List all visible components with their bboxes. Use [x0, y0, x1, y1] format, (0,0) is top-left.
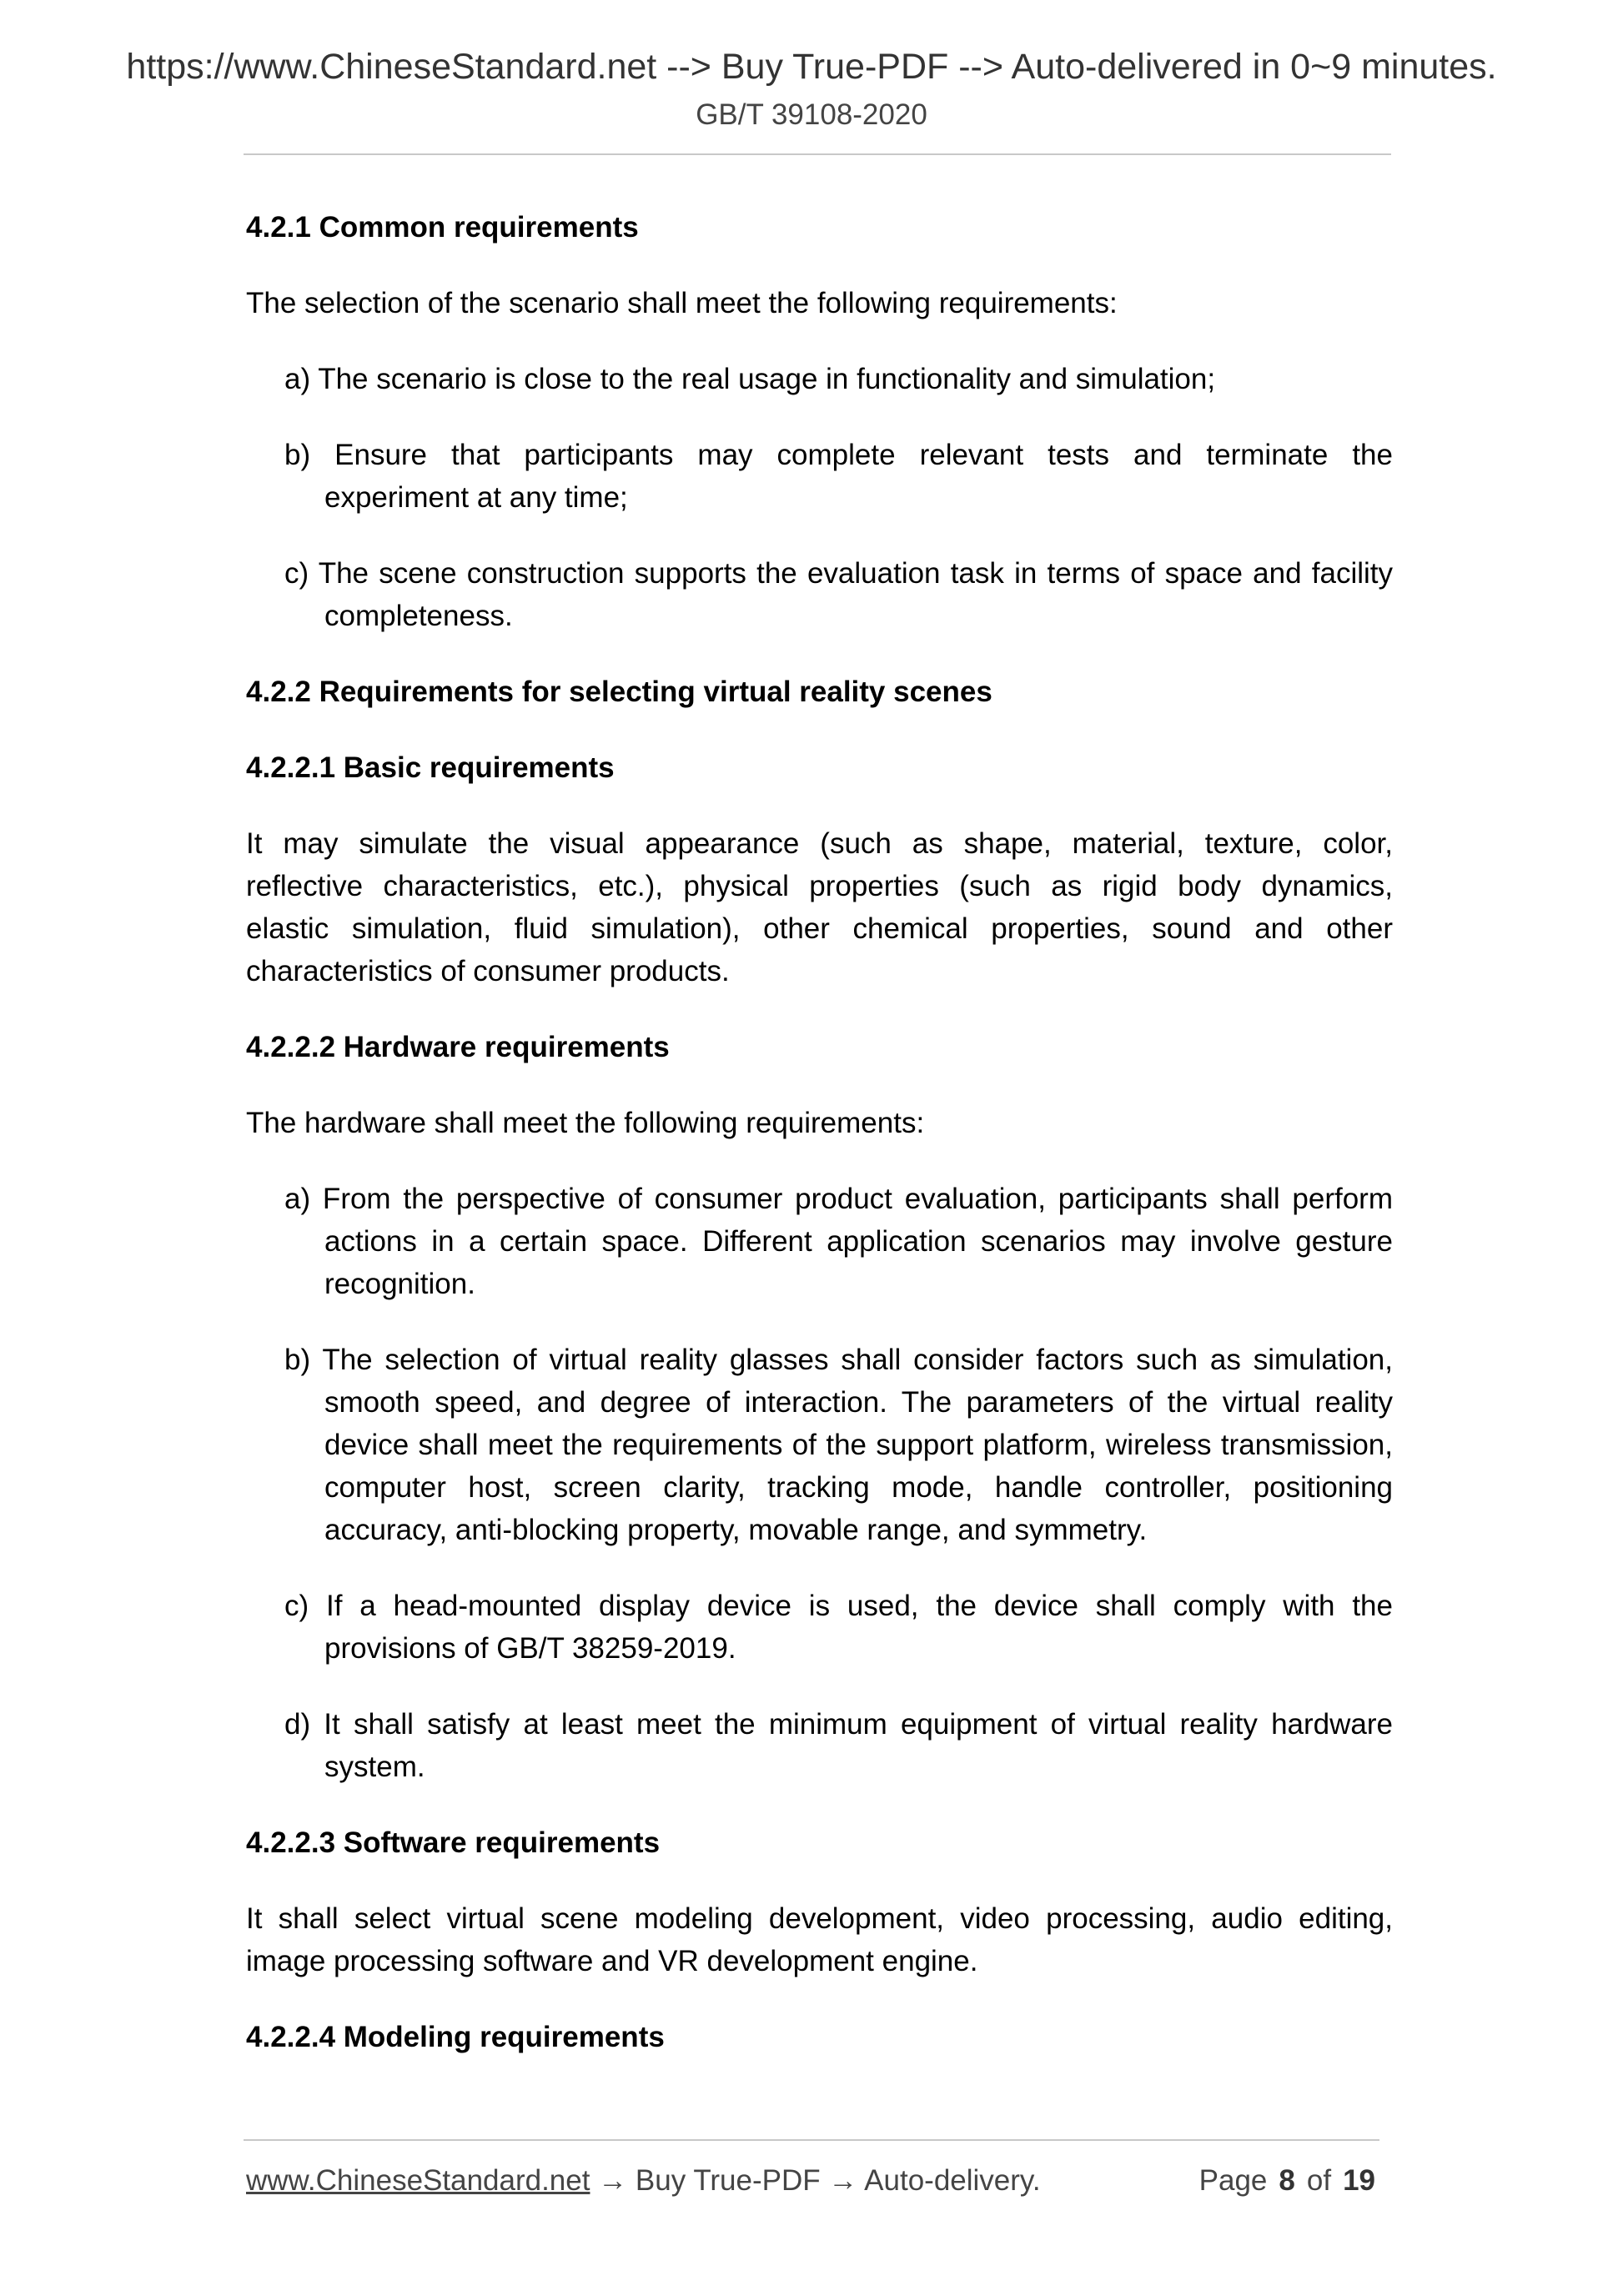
- list-item-line: c) The scene construction supports the evaluation task in terms of space and facility: [284, 557, 1393, 590]
- section-heading: 4.2.2.2 Hardware requirements: [246, 1031, 670, 1063]
- header-banner: https://www.ChineseStandard.net --> Buy True-PDF --> Auto-delivered in 0~9 minutes.: [126, 47, 1497, 87]
- paragraph-line: It shall select virtual scene modeling development, video processing, audio editing,: [246, 1902, 1393, 1935]
- section-4-2-2: [246, 671, 1393, 713]
- paragraph: [246, 1102, 1393, 1144]
- list-item-line: d) It shall satisfy at least meet the minimum equipment of virtual reality hardware: [284, 1708, 1393, 1741]
- list-item-line: recognition.: [324, 1268, 475, 1300]
- section-4-2-2-4: [246, 2016, 1393, 2058]
- list-item-c: [246, 552, 1393, 637]
- list-item-line: accuracy, anti-blocking property, movable range, and symmetry.: [324, 1514, 1148, 1546]
- paragraph-line: image processing software and VR development engine.: [246, 1945, 978, 1977]
- footer-site-link[interactable]: www.ChineseStandard.net: [246, 2164, 590, 2197]
- section-4-2-2-2: [246, 1026, 1393, 1068]
- list-item-line: actions in a certain space. Different application scenarios may involve gesture: [324, 1225, 1393, 1258]
- paragraph-line: characteristics of consumer products.: [246, 955, 730, 987]
- paragraph-line: reflective characteristics, etc.), physical properties (such as rigid body dynamics,: [246, 870, 1393, 902]
- section-heading: 4.2.1 Common requirements: [246, 211, 639, 244]
- list-item-line: experiment at any time;: [324, 481, 628, 514]
- paragraph-line: The hardware shall meet the following requirements:: [246, 1107, 925, 1139]
- page-number: 8: [1279, 2164, 1295, 2197]
- list-item-line: system.: [324, 1751, 425, 1783]
- section-4-2-2-3: [246, 1821, 1393, 1864]
- paragraph: [246, 822, 1393, 992]
- list-item-line: b) The selection of virtual reality glasses shall consider factors such as simulation,: [284, 1344, 1393, 1376]
- paragraph-line: The selection of the scenario shall meet the following requirements:: [246, 287, 1118, 319]
- paragraph: [246, 1897, 1393, 1982]
- page-indicator: [1199, 2160, 1375, 2202]
- page-label: Page: [1198, 2164, 1268, 2197]
- list-item-line: smooth speed, and degree of interaction. The parameters of the virtual reality: [324, 1386, 1393, 1419]
- list-item-line: b) Ensure that participants may complete relevant tests and terminate the: [284, 439, 1393, 471]
- list-item-line: provisions of GB/T 38259-2019.: [324, 1632, 736, 1665]
- list-item-line: a) The scenario is close to the real usage in functionality and simulation;: [284, 363, 1216, 395]
- footer-divider: [244, 2139, 1379, 2141]
- list-item-b: [246, 434, 1393, 519]
- header-divider: [244, 153, 1391, 155]
- section-heading: 4.2.2.3 Software requirements: [246, 1826, 661, 1859]
- list-item-a: [246, 1178, 1393, 1305]
- list-item-line: completeness.: [324, 600, 513, 632]
- document-body: [246, 206, 1393, 2058]
- list-item-line: c) If a head-mounted display device is used, the device shall comply with the: [284, 1590, 1393, 1622]
- section-heading: 4.2.2 Requirements for selecting virtual reality scenes: [246, 676, 992, 708]
- list-item-c: [246, 1585, 1393, 1670]
- list-item-line: computer host, screen clarity, tracking mode, handle controller, positioning: [324, 1471, 1393, 1504]
- list-item-line: a) From the perspective of consumer product evaluation, participants shall perform: [284, 1183, 1393, 1215]
- footer-promo: [246, 2160, 1041, 2202]
- section-4-2-1: [246, 206, 1393, 249]
- list-item-line: device shall meet the requirements of the support platform, wireless transmission,: [324, 1429, 1393, 1461]
- footer-promo-text: → Buy True-PDF → Auto-delivery.: [590, 2164, 1041, 2197]
- paragraph-line: elastic simulation, fluid simulation), other chemical properties, sound and other: [246, 912, 1393, 945]
- paragraph: [246, 282, 1393, 324]
- section-heading: 4.2.2.1 Basic requirements: [246, 751, 615, 784]
- section-heading: 4.2.2.4 Modeling requirements: [246, 2021, 665, 2053]
- list-item-a: [246, 358, 1393, 400]
- list-item-d: [246, 1703, 1393, 1788]
- section-4-2-2-1: [246, 746, 1393, 789]
- paragraph-line: It may simulate the visual appearance (such as shape, material, texture, color,: [246, 827, 1393, 860]
- page-of-label: of: [1306, 2164, 1332, 2197]
- list-item-b: [246, 1339, 1393, 1551]
- document-code: GB/T 39108-2020: [696, 98, 927, 131]
- page-total: 19: [1343, 2164, 1375, 2197]
